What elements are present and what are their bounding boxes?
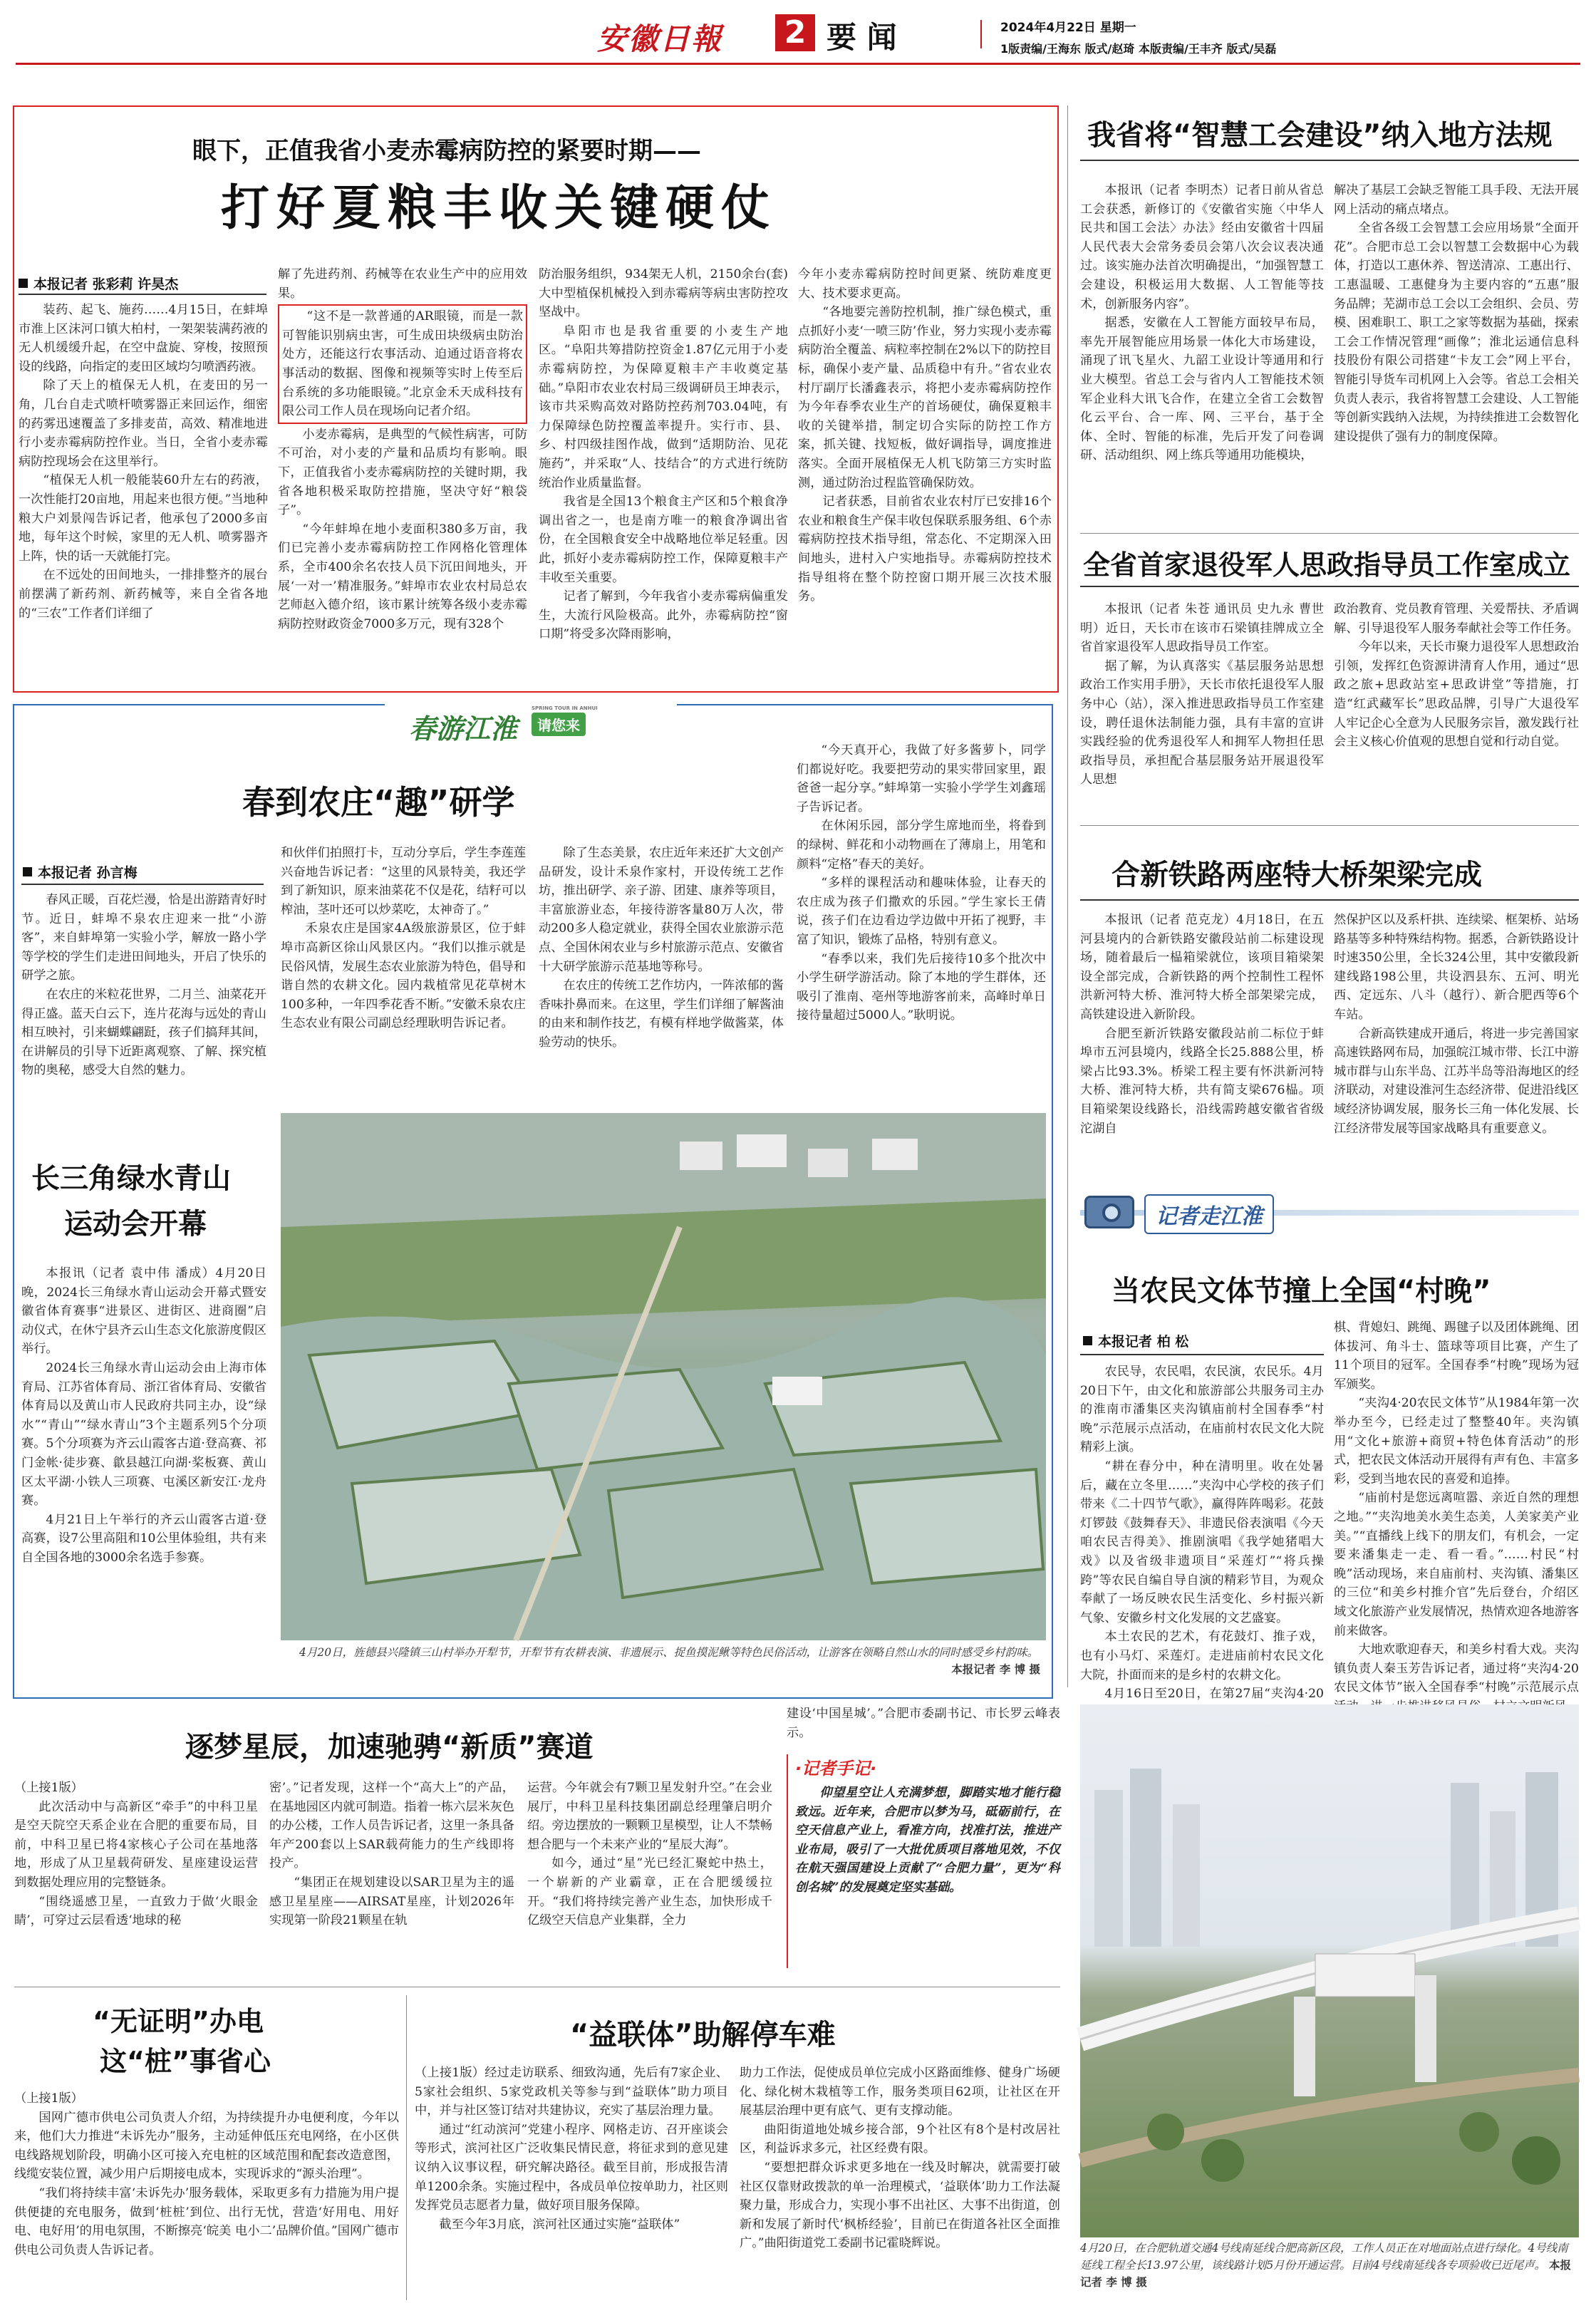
- spring-headline: 春到农庄“趣”研学: [242, 783, 515, 822]
- spring-tour-badge-sub: 请您来: [532, 713, 586, 736]
- reporter-brand-banner: [1080, 1191, 1579, 1234]
- spring-col-2: 和伙伴们拍照打卡，互动分享后，学生李莲莲兴奋地告诉记者：“这里的风景特美，我还学到了新知识，原来油菜花不仅是花，结籽可以榨油，茎叶还可以炒菜吃，太神奇了。” 禾泉农庄是国家4A级旅游景区，位于蚌埠市高新区徐山风景区内。“我们以推示就是民俗风情，发展生态农业旅游为特色，倡导和谐自然的农耕文化。园内栽植常见花草树木100多种，一年四季花香不断。”安徽禾泉农庄生态农业有限公司副总经理耿明告诉记者。: [281, 846, 526, 1031]
- veteran-headline: 全省首家退役军人思政指导员工作室成立: [1083, 549, 1571, 581]
- spring-tour-badge-en: SPRING TOUR IN ANHUI: [532, 705, 598, 711]
- lead-kicker: 眼下，正值我省小麦赤霉病防控的紧要时期——: [192, 137, 701, 165]
- issue-date: 2024年4月22日 星期一: [1000, 21, 1136, 35]
- veteran-col-2: 政治教育、党员教育管理、关爱帮扶、矛盾调解、引导退役军人服务奉献社会等工作任务。 今年以来，天长市聚力退役军人思想政治引领，发挥红色资源讲清育人作用，通过“思政之旅+思政站室+思政讲堂”等措施，打造“红武藏军长”思政品牌，引导广大退役军人牢记企心全意为人民服务宗旨，激发践行社会主义核心价值观的思想自觉和行动自觉。: [1334, 602, 1579, 750]
- charging-headline-2: 这“桩”事省心: [100, 2046, 271, 2077]
- sports-meet-text: 本报讯（记者 袁中伟 潘成）4月20日晚，2024长三角绿水青山运动会开幕式暨安徽省体育赛事“进景区、进街区、进商圈”启动仪式，在休宁县齐云山生态文化旅游度假区举行。 2024长三角绿水青山运动会由上海市体育局、江苏省体育局、浙江省体育局、安徽省体育局以及黄山市人民政府共同主办，设“绿水”“青山”“绿水青山”3个主题系列5个分项赛。5个分项赛为齐云山霞客古道·登高赛、祁门金帐·徒步赛、歙县越江向湖·桨板赛、黄山区太平湖·小铁人三项赛、屯溪区新安江·龙舟赛。 4月21日上午举行的齐云山霞客古道·登高赛，设7公里高阻和10公里体验组，共有来自全国各地的3000余名选手参赛。: [21, 1266, 266, 1565]
- satellite-col-4: 建设‘中国星城’。”合肥市委副书记、市长罗云峰表示。: [787, 1707, 1060, 1740]
- sports-meet-headline-2: 运动会开幕: [64, 1207, 207, 1241]
- reporter-brand-label: 记者走江淮: [1144, 1194, 1274, 1234]
- countryside-photo: [281, 1113, 1046, 1640]
- satellite-col-1: （上接1版） 此次活动中与高新区“牵手”的中科卫星是空天院空天系企业在合肥的重要布局，目前，中科卫星已将4家核心子公司在基地落地，形成了从卫星载荷研发、星座建设运营到数据处理应用的完整链条。 “围绕遥感卫星，一直致力于做‘火眼金睛’，可穿过云层看透‘地球的秘: [14, 1781, 258, 1928]
- metro-station-photo: [1080, 1704, 1579, 2237]
- satellite-col-3: 运营。今年就会有7颗卫星发射升空。”在会业展厅，中科卫星科技集团副总经理肇启明介绍。旁边摆放的一颗颗卫星模型，让人不禁畅想合肥与一个未来产业的“星辰大海”。 如今，通过“星”光已经汇聚蛇中热土，一个崭新的产业霸章，正在合肥缓缓拉开。“我们将持续完善产业生态，加快形成千亿级空天信息产业集群，全力: [527, 1781, 772, 1928]
- reporter-note-text: 仰望星空让人充满梦想，脚踏实地才能行稳致远。近年来，合肥市以梦为马，砥砺前行，在空天信息产业上，看准方向，找准打法，推进产业布局，吸引了一大批优质项目落地见效，不仅在航天强国建设上贡献了“合肥力量”，更为“科创名城”的发展奠定坚实基础。: [795, 1786, 1060, 1895]
- lead-headline: 打好夏粮丰收关键硬仗: [221, 180, 777, 237]
- reporter-note-box: [787, 1754, 1060, 1968]
- spring-col-4: “今天真开心，我做了好多酱萝卜，同学们都说好吃。我要把劳动的果实带回家里，跟爸爸一起分享。”蚌埠第一实验小学学生刘鑫瑶子告诉记者。 在休闲乐园，部分学生席地而坐，将眷到的绿树、鲜花和小动物画在了薄扇上，用笔和颜料“定格”春天的美好。 “多样的课程活动和趣味体验，让春天的农庄成为孩子们撒欢的乐园。”学生家长王倩说，孩子们在边看边学边做中开拓了视野，丰富了知识，锻炼了品格，特别有意义。 “春季以来，我们先后接待10多个批次中小学生研学游活动。除了本地的学生群体，还吸引了淮南、亳州等地游客前来，高峰时单日接待量超过5000人。”耿明说。: [797, 743, 1046, 1023]
- lead-article-box: [13, 105, 1059, 693]
- ar-glasses-highlight: “这不是一款普通的AR眼镜，而是一款可智能识别病虫害，可生成田块级病虫防治处方，还能这行农事活动、迫通过语音将农事活动的数据、图像和视频等实时上传至后台系统的多功能眼镜。”北京金禾天成科技有限公司工作人员在现场向记者介绍。: [278, 304, 527, 424]
- spring-col-1: 春风正暖，百花烂漫，恰是出游踏青好时节。近日，蚌埠不泉农庄迎来一批“小游客”，来自蚌埠第一实验小学，解放一路小学等学校的学生们走进田间地头，开启了快乐的研学之旅。 在农庄的米粒花世界，二月兰、油菜花开得正盛。蓝天白云下，连片花海与远处的青山相互映衬，引来蝴蝶翩跹，孩子们搞拜其间，在讲解员的引导下近距离观察、了解、探究植物的奥秘，感受大自然的魅力。: [21, 893, 266, 1078]
- editors-line: 1版责编/王海东 版式/赵琦 本版责编/王丰齐 版式/吴磊: [1000, 42, 1277, 56]
- charging-headline-1: “无证明”办电: [93, 2006, 264, 2037]
- spring-tour-badge: [385, 704, 677, 744]
- railway-col-2: 然保护区以及系杆拱、连续梁、框架桥、站场路基等多种特殊结构物。据悉，合新铁路设计时速350公里，全长324公里，其中安徽段新建线路198公里，共设泗县东、五河、明光西、定远东、八斗（越行）、新合肥西等6个车站。 合新高铁建成开通后，将进一步完善国家高速铁路网布局，加强皖江城市带、长江中游城市群与山东半岛、江苏半岛等沿海地区的经济联动，对建设淮河生态经济带、促进沿线区域经济协调发展，服务长三角一体化发展、长江经济带发展等国家战略具有重要意义。: [1334, 913, 1579, 1136]
- union-col-2: 解决了基层工会缺乏智能工具手段、无法开展网上活动的痛点堵点。 全省各级工会智慧工会应用场景“全面开花”。合肥市总工会以智慧工会数据中心为载体，打造以工惠休养、智送清凉、工惠出行、工惠温暖、工惠健身为主要内容的“五惠”服务品牌；芜湖市总工会以工会组织、会员、劳模、困难职工、职工之家等数据为基础，探索工会工作情况管理“画像”；淮北运通信息科技股份有限公司搭建“卡友工会”网上平台，智能引导货车司机网上入会等。省总工会相关负责人表示，我省将智慧工会建设、人工智能等创新实践纳入法规，为持续推进工会数智化建设提供了强有力的制度保障。: [1334, 183, 1579, 444]
- metro-photo-caption: 4月20日，在合肥轨道交通4号线南延线合肥高新区段，工作人员正在对地面站点进行绿化。4号线南延线工程全长13.97公里，该线路计划5月份开通运营。目前4号线南延线各专项验收已近尾声。 本报记者 李 博 摄: [1080, 2242, 1572, 2289]
- railway-headline: 合新铁路两座特大桥架梁完成: [1112, 859, 1482, 891]
- charging-text: （上接1版） 国网广德市供电公司负责人介绍，为持续提升办电便利度，今年以来，他们大力推进“未诉先办”服务，主动延伸低压充电网络，在小区供电线路规划阶段，明确小区可接入充电桩的区域范围和配套改造意图，线缆安装位置，减少用户后期接电成本，实现诉求的“源头治理”。 “我们将持续丰富‘未诉先办’服务载体，采取更多有力措施为用户提供便捷的充电服务，做到‘桩桩’到位、出行无忧，营造‘好用电、用好电、电好用’的用电氛围，不断擦亮‘皖美 电小二’品牌价值。”国网广德市供电公司负责人告诉记者。: [14, 2091, 399, 2257]
- railway-col-1: 本报讯（记者 范克龙）4月18日，在五河县境内的合新铁路安徽段站前二标建设现场，随着最后一榀箱梁就位，该项目箱梁架设全部完成，合新铁路的两个控制性工程怀洪新河特大桥、淮河特大桥全部架梁完成，高铁建设进入新阶段。 合肥至新沂铁路安徽段站前二标位于蚌埠市五河县境内，线路全长25.888公里，桥梁占比93.3%。桥梁工程主要有怀洪新河特大桥、淮河特大桥，共有简支梁676榀。项目箱梁架设线路长，沿线需跨越安徽省省级沱湖自: [1080, 913, 1324, 1136]
- parking-col-2: 助力工作法，促使成员单位完成小区路面维修、健身广场硬化、绿化树木栽植等工作，服务类项目62项，让社区在开展基层治理中更有底气、更有支撑动能。 曲阳街道地处城乡接合部，9个社区有8个是村改居社区，利益诉求多元，社区经费有限。 “要想把群众诉求更多地在一线及时解决，就需要打破社区仅靠财政拨款的单一治理模式，‘益联体’助力工作法凝聚力量，形成合力，实现小事不出社区、大事不出街道，创新和发展了新时代‘枫桥经验’，目前已在街道各社区全面推广。”曲阳街道党工委副书记霍晓辉说。: [740, 2066, 1060, 2251]
- reporter-note-title: ·记者手记·: [795, 1759, 877, 1779]
- page-number: 2: [775, 14, 815, 51]
- masthead: [0, 0, 1596, 64]
- union-col-1: 本报讯（记者 李明杰）记者日前从省总工会获悉，新修订的《安徽省实施〈中华人民共和国工会法〉办法》经由安徽省十四届人民代表大会常务委员会第八次会议表决通过。该实施办法首次明确提出，“加强智慧工会建设，积极运用大数据、人工智能等技术，创新服务内容”。 据悉，安徽在人工智能方面较早布局，率先开展智能应用场景一体化大市场建设，涌现了讯飞星火、九韶工业设计等通用和行业大模型。省总工会与省内人工智能技术领军企业科大讯飞合作，在建立全省工会数智化云平台、合一库、网、三平台，基于全体、全时、智能的标准，先后开发了问卷调研、活动组织、网上练兵等通用功能模块，: [1080, 183, 1324, 463]
- sports-meet-headline-1: 长三角绿水青山: [31, 1161, 231, 1195]
- countryside-photo-caption: 4月20日，旌德县兴隆镇三山村举办开犁节，开犁节有农耕表演、非遗展示、捉鱼摸泥鳅等特色民俗活动，让游客在领略自然山水的同时感受乡村韵味。 本报记者 李 博 摄: [299, 1646, 1040, 1676]
- veteran-col-1: 本报讯（记者 朱苍 通讯员 史九永 曹世明）近日，天长市在该市石梁镇挂牌成立全省首家退役军人思政指导员工作室。 据了解，为认真落实《基层服务站思想政治工作实用手册》，天长市依托退役军人服务中心（站），深入推进思政指导员工作室建设，聘任退休法制能力强，具有丰富的宣讲实践经验的优秀退役军人和拥军人物担任思政指导员，承担配合基层服务站开展退役军人思想: [1080, 602, 1324, 787]
- masthead-logo: 安徽日報: [597, 21, 723, 56]
- spring-col-3: 除了生态美景，农庄近年来还扩大文创产品研发，设计禾泉作家村，开设传统工艺作坊，推出研学、亲子游、团建、康养等项目，丰富旅游业态，年接待游客量80万人次，带动200多人稳定就业，获得全国农业旅游示范点、全国休闲农业与乡村旅游示范点、安徽省十大研学旅游示范基地等称号。 在农庄的传统工艺作坊内，一阵浓郁的酱香味扑鼻而来。在这里，学生们详细了解酱油的由来和制作技艺，有模有样地学做酱菜，体验劳动的快乐。: [539, 846, 784, 1050]
- lead-byline: 本报记者 张彩莉 许昊杰: [19, 274, 178, 293]
- lead-col-2: 解了先进药剂、药械等在农业生产中的应用效果。 “这不是一款普通的AR眼镜，而是一款可智能识别病虫害，可生成田块级病虫防治处方，还能这行农事活动、迫通过语音将农事活动的数据、图像和视频等实时上传至后台系统的多功能眼镜。”北京金禾天成科技有限公司工作人员在现场向记者介绍。 小麦赤霉病，是典型的气候性病害，可防不可治，对小麦的产量和品质均有影响。眼下，正值我省小麦赤霉病防控的关键时期，我省各地积极采取防控措施，坚决守好“粮袋子”。 “今年蚌埠在地小麦面积380多万亩，我们已完善小麦赤霉病防控工作网格化管理体系，全市400余名农技人员下沉田间地头，开展‘一对一’精准服务。”蚌埠市农业农村局总农艺师赵入德介绍，该市累计统筹各级小麦赤霉病防控财政资金7000多万元，现有328个: [278, 267, 527, 631]
- satellite-headline: 逐梦星辰，加速驰骋“新质”赛道: [185, 1731, 594, 1764]
- parking-headline: “益联体”助解停车难: [570, 2019, 836, 2051]
- section-name: 要 闻: [826, 20, 897, 55]
- lead-col-4: 今年小麦赤霉病防控时间更紧、统防难度更大、技术要求更高。 “各地要完善防控机制，推广绿色模式，重点抓好小麦‘一喷三防’作业，努力实现小麦赤霉病防治全覆盖、病粒率控制在2%以下的防控目标，确保小麦产量、品质稳中有升。”省农业农村厅副厅长潘鑫表示，将把小麦赤霉病防控作为今年春季农业生产的首场硬仗，确保夏粮丰收的关键举措，制定切合实际的防控工作方案，抓关键、找短板，做好调指导，调度推进落实。全面开展植保无人机飞防第三方实时监测，通过防治过程监管确保防效。 记者获悉，目前省农业农村厅已安排16个农业和粮食生产保丰收包保联系服务组、6个赤霉病防控技术指导组，常态化、不定期深入田间地头，进村入户实地指导。赤霉病防控技术指导组将在整个防控窗口期开展三次技术服务。: [798, 267, 1052, 604]
- village-gala-byline: 本报记者 柏 松: [1083, 1331, 1188, 1350]
- village-gala-col-1: 农民导，农民唱，农民演，农民乐。4月20日下午，由文化和旅游部公共服务司主办的淮南市潘集区夹沟镇庙前村全国春季“村晚”示范展示点活动，在庙前村农民文化大院精彩上演。 “耕在春分中，种在清明里。收在处暑后，藏在立冬里……”夹沟中心学校的孩子们带来《二十四节气歌》，赢得阵阵喝彩。花鼓灯锣鼓《鼓舞春天》、非遗民俗表演唱《今天咱农民吉得美》、推剧演唱《我学她猪唱大戏》以及省级非遗项目“采莲灯”“将兵操跨”等农民自编自导自演的精彩节目，为观众奉献了一场反映农民生活变化、乡村振兴新气象、安徽乡村文化发展的文艺盛宴。 本土农民的艺术，有花鼓灯、推子戏，也有小马灯、采莲灯。走进庙前村农民文化大院，扑面而来的是乡村的农耕文化。 4月16日至20日，在第27届“夹沟4·20: [1080, 1365, 1324, 1702]
- spring-tour-badge-main: 春游江淮: [409, 713, 518, 745]
- union-headline: 我省将“智慧工会建设”纳入地方法规: [1087, 119, 1553, 152]
- village-gala-col-2: 棋、背媳妇、跳绳、踢毽子以及团体跳绳、团体拔河、角斗士、篮球等项目比赛，产生了11个项目的冠军。全国春季“村晚”现场为冠军颁奖。 “夹沟4·20农民文体节”从1984年第一次举办至今，已经走过了整整40年。夹沟镇用“文化+旅游+商贸+特色体育活动”的形式，把农民文体活动开展得有声有色、丰富多彩，受到当地农民的喜爱和追捧。 “庙前村是您远离喧嚣、亲近自然的理想之地。”“夹沟地美水美生态美，人美家美产业美。”“直播线上线下的朋友们，有机会，一定要来潘集走一走、看一看。”……村民“村晚”活动现场，来自庙前村、夹沟镇、潘集区的三位“和美乡村推介官”先后登台，介绍区域文化旅游产业发展情况，热情欢迎各地游客前来做客。 大地欢歌迎春天，和美乡村看大戏。夹沟镇负责人秦玉芳告诉记者，通过将“夹沟4·20农民文体节”嵌入全国春季“村晚”示范展示点: [1334, 1320, 1579, 1695]
- lead-col-3: 防治服务组织，934架无人机，2150余台(套)大中型植保机械投入到赤霉病等病虫害防控攻坚战中。 阜阳市也是我省重要的小麦生产地区。“阜阳共筹措防控资金1.87亿元用于小麦赤霉病防控，为保障夏粮丰产丰收奠定基础。”阜阳市农业农村局三级调研员王坤表示，该市共采购高效对路防控药剂703.04吨，有力保障绿色防控覆盖率提升。实行市、县、乡、村四级挂图作战，做到“适期防治、见花施药”，并采取“人、技结合”的方式进行统防统治作业质量监督。 我省是全国13个粮食主产区和5个粮食净调出省之一，也是南方唯一的粮食净调出省份，在全国粮食安全中战略地位举足轻重。因此，抓好小麦赤霉病防控工作，保障夏粮丰产丰收至关重要。 记者了解到，今年我省小麦赤霉病偏重发生，大流行风险极高。此外，赤霉病防控“窗口期”将受多次降雨影响，: [539, 267, 788, 642]
- parking-col-1: （上接1版）经过走访联系、细致沟通，先后有7家企业、5家社会组织、5家党政机关等参与到“益联体”助力项目中，并与社区签订结对共建协议，充实了基层治理力量。 通过“红动滨河”党建小程序、网格走访、召开座谈会等形式，滨河社区广泛收集民情民意，将征求到的意见建议纳入议事议程，研究解决路径。截至目前，形成报告清单1200余条。实施过程中，各成员单位按单助力，社区则发挥党员志愿者力量，做好项目服务保障。 截至今年3月底，滨河社区通过实施“益联体”: [415, 2066, 728, 2232]
- lead-col-1: 装药、起飞、施药……4月15日，在蚌埠市淮上区沫河口镇大柏村，一架架装满药液的无人机缓缓升起，在空中盘旋、穿梭，按照预设的线路，向指定的麦田区域均匀喷洒药液。 除了天上的植保无人机，在麦田的另一角，几台自走式喷杆喷雾器正来回运作，细密的药雾迅速覆盖了多排麦苗，高效、精准地进行小麦赤霉病防控作业。当日，全省小麦赤霉病防控现场会在这里举行。 “植保无人机一般能装60升左右的药液，一次性能打20亩地，用起来也很方便。”当地种粮大户刘景闯告诉记者，他承包了2000多亩地，每年这个时候，家里的无人机、喷雾器齐上阵，快的话一天就能打完。 在不远处的田间地头，一排排整齐的展台前摆满了新药剂、新药械等，来自全省各地的“三农”工作者们详细了: [19, 303, 268, 621]
- camera-icon: [1084, 1196, 1134, 1228]
- spring-tour-box: [13, 704, 1053, 1699]
- village-gala-headline: 当农民文体节撞上全国“村晚”: [1112, 1275, 1491, 1308]
- satellite-col-2: 密’。”记者发现，这样一个“高大上”的产品，在基地园区内就可制造。指着一栋六层米灰色的办公楼，工作人员告诉记者，这里一条具备年产200套以上SAR载荷能力的生产线即将投产。 “集团正在规划建设以SAR卫星为主的遥感卫星星座——AIRSAT星座，计划2026年实现第一阶段21颗星在轨: [269, 1781, 514, 1928]
- spring-byline: 本报记者 孙言梅: [23, 862, 138, 881]
